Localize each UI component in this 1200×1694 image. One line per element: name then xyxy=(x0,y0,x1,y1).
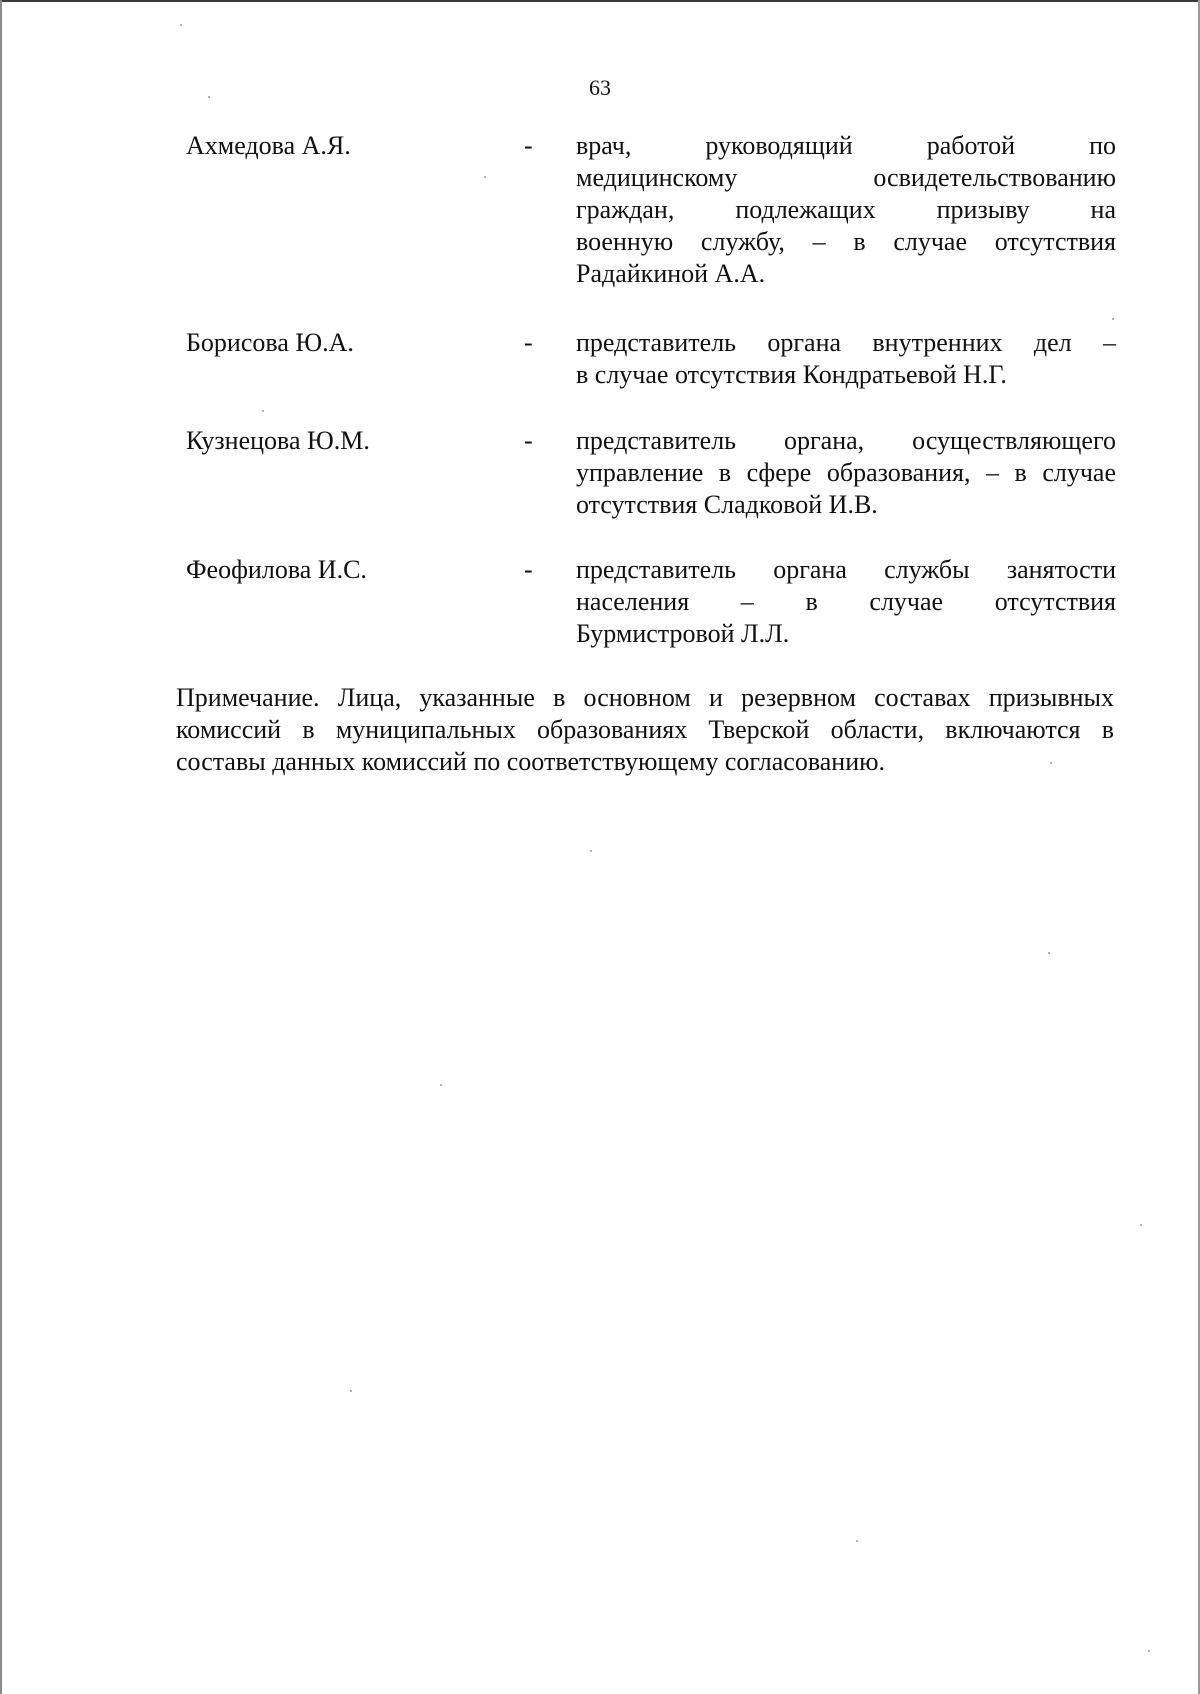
scan-speck xyxy=(350,1390,352,1392)
role-line: представитель органа внутренних дел – xyxy=(576,328,1116,357)
role-line: представитель органа, осуществляющего xyxy=(576,426,1116,455)
member-name: Феофилова И.С. xyxy=(186,555,367,584)
role-line: военную службу, – в случае отсутствия xyxy=(576,227,1116,256)
scan-speck xyxy=(208,96,210,98)
member-dash: - xyxy=(524,328,533,357)
role-line: отсутствия Сладковой И.В. xyxy=(576,490,878,519)
member-dash: - xyxy=(524,426,533,455)
note-paragraph xyxy=(176,682,1114,778)
note-line: Примечание. Лица, указанные в основном и резервном составах призывных xyxy=(176,683,1114,712)
page-number: 63 xyxy=(589,75,611,100)
scan-speck xyxy=(1048,952,1050,954)
scan-speck xyxy=(1140,1224,1142,1226)
member-role xyxy=(576,130,1116,290)
member-dash: - xyxy=(524,131,533,160)
role-line: управление в сфере образования, – в случае xyxy=(576,458,1116,487)
member-dash: - xyxy=(524,555,533,584)
role-line: граждан, подлежащих призыву на xyxy=(576,195,1116,224)
scan-speck xyxy=(1148,1650,1150,1652)
page-top-edge xyxy=(0,0,1200,2)
member-role xyxy=(576,554,1116,650)
member-role xyxy=(576,425,1116,521)
role-line: в случае отсутствия Кондратьевой Н.Г. xyxy=(576,360,1007,389)
member-role xyxy=(576,327,1116,391)
role-line: Радайкиной А.А. xyxy=(576,259,766,288)
member-name: Борисова Ю.А. xyxy=(186,328,354,357)
note-line: составы данных комиссий по соответствующему согласованию. xyxy=(176,747,886,776)
role-line: населения – в случае отсутствия xyxy=(576,587,1116,616)
scan-speck xyxy=(440,1084,442,1086)
page-left-edge xyxy=(0,0,2,1694)
scan-speck xyxy=(1112,318,1114,320)
scan-speck xyxy=(1050,762,1052,764)
role-line: врач, руководящий работой по xyxy=(576,131,1116,160)
role-line: медицинскому освидетельствованию xyxy=(576,163,1116,192)
role-line: Бурмистровой Л.Л. xyxy=(576,619,790,648)
member-name: Кузнецова Ю.М. xyxy=(186,426,370,455)
role-line: представитель органа службы занятости xyxy=(576,555,1116,584)
scan-speck xyxy=(590,850,592,852)
scan-speck xyxy=(262,410,264,412)
note-line: комиссий в муниципальных образованиях Тверской области, включаются в xyxy=(176,715,1114,744)
member-name: Ахмедова А.Я. xyxy=(186,131,351,160)
scan-speck xyxy=(484,176,486,178)
scan-speck xyxy=(180,24,182,26)
scan-speck xyxy=(856,1540,858,1542)
